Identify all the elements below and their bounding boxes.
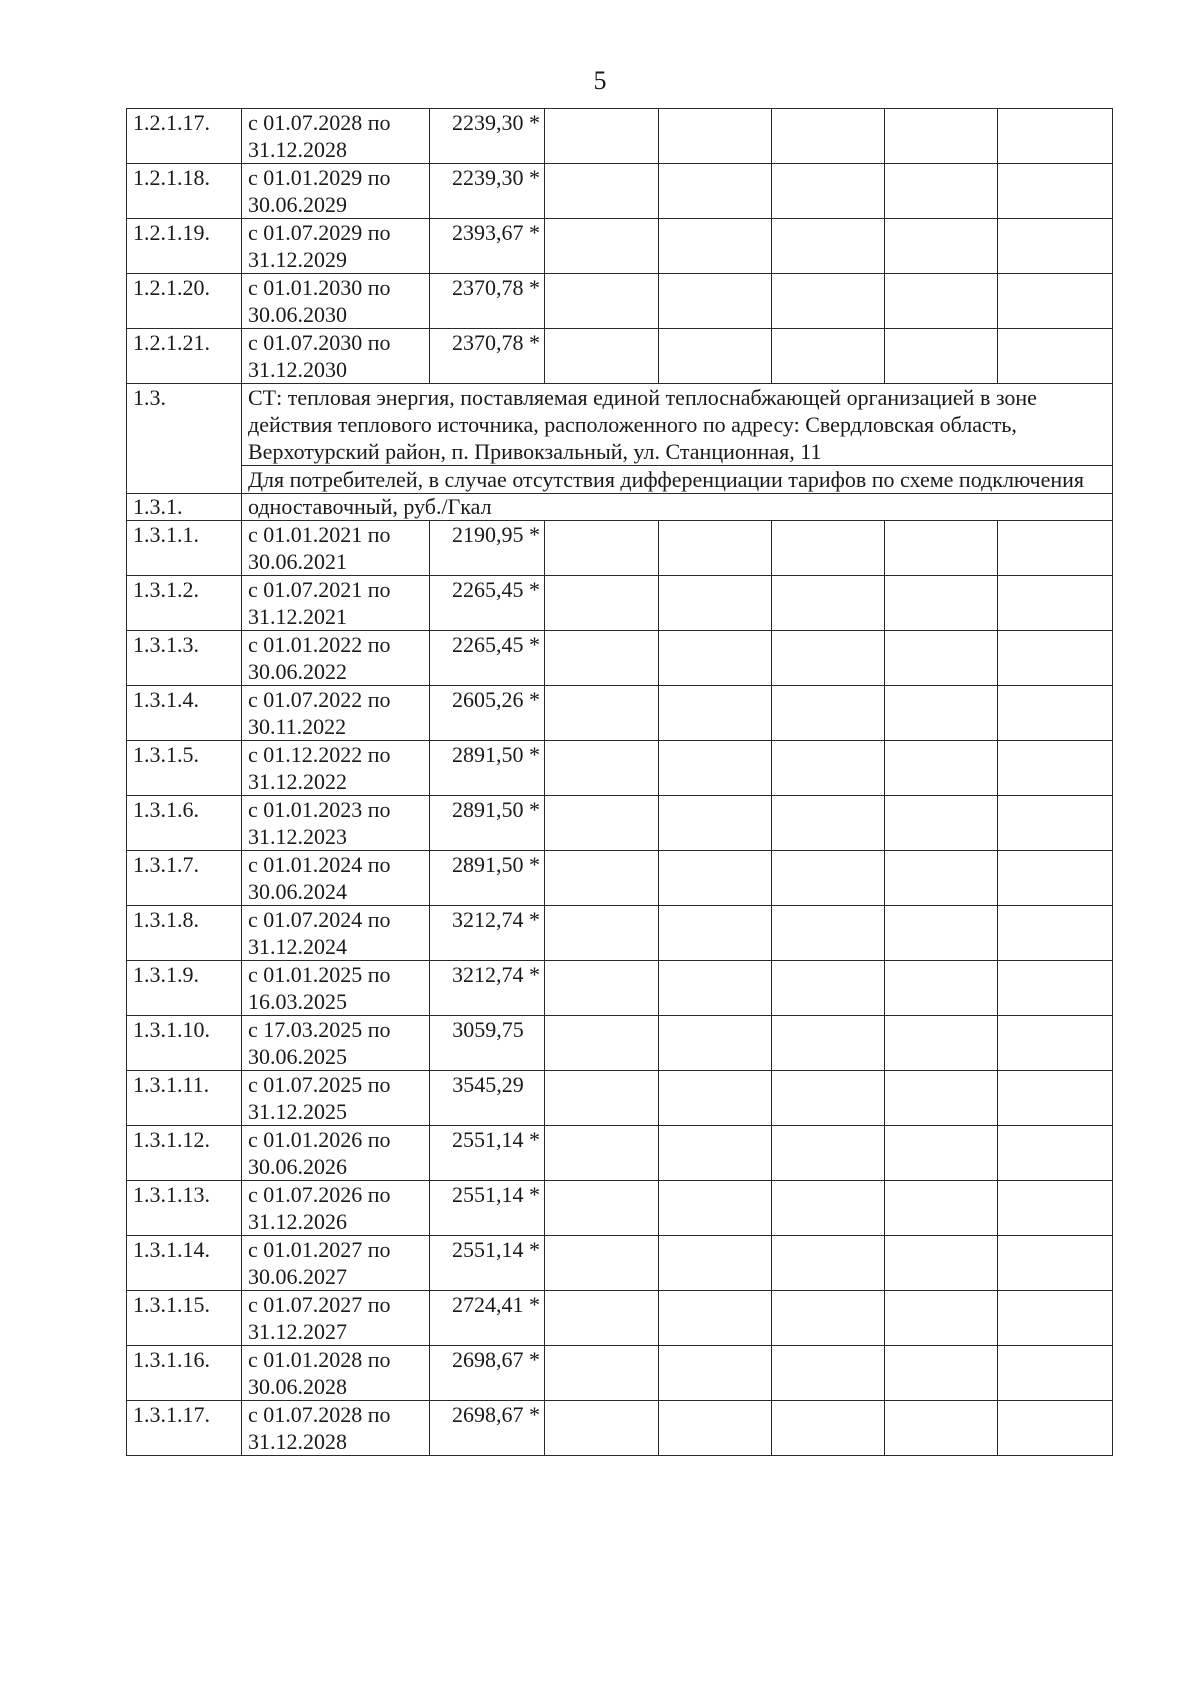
empty-cell [885, 576, 998, 631]
period-from: с 01.01.2029 по [248, 165, 391, 190]
empty-cell [998, 521, 1113, 576]
period-from: с 01.01.2027 по [248, 1237, 391, 1262]
empty-cell [885, 796, 998, 851]
period-from: с 01.07.2026 по [248, 1182, 391, 1207]
tariff-value: 2891,50 * [430, 851, 545, 906]
table-row [127, 329, 1113, 384]
period-to: 30.06.2030 [248, 302, 347, 327]
empty-cell [659, 961, 772, 1016]
empty-cell [998, 906, 1113, 961]
tariff-rows-top [127, 109, 1113, 384]
tariff-value: 2551,14 * [430, 1181, 545, 1236]
empty-cell [545, 1401, 659, 1456]
empty-cell [885, 961, 998, 1016]
consumers-note: Для потребителей, в случае отсутствия дифференциации тарифов по схеме подключения [242, 466, 1113, 494]
period-from: с 01.07.2022 по [248, 687, 391, 712]
empty-cell [772, 1016, 885, 1071]
tariff-value: 2698,67 * [430, 1401, 545, 1456]
row-number: 1.3.1.8. [127, 906, 242, 961]
period-to: 31.12.2029 [248, 247, 347, 272]
period-cell [242, 1016, 430, 1071]
empty-cell [998, 274, 1113, 329]
row-number: 1.3.1.4. [127, 686, 242, 741]
period-cell [242, 1071, 430, 1126]
tariff-value: 2891,50 * [430, 796, 545, 851]
tariff-value: 2724,41 * [430, 1291, 545, 1346]
empty-cell [545, 1016, 659, 1071]
table-row [127, 1401, 1113, 1456]
table-row [127, 631, 1113, 686]
table-row [127, 686, 1113, 741]
empty-cell [998, 1071, 1113, 1126]
row-number: 1.3.1.1. [127, 521, 242, 576]
empty-cell [885, 1346, 998, 1401]
period-cell [242, 109, 430, 164]
empty-cell [659, 851, 772, 906]
tariff-rows-bottom [127, 521, 1113, 1456]
empty-cell [659, 1346, 772, 1401]
table-row [127, 274, 1113, 329]
empty-cell [998, 686, 1113, 741]
empty-cell [885, 631, 998, 686]
period-cell [242, 1401, 430, 1456]
empty-cell [772, 906, 885, 961]
row-number: 1.3.1.9. [127, 961, 242, 1016]
period-cell [242, 631, 430, 686]
empty-cell [998, 1346, 1113, 1401]
empty-cell [885, 109, 998, 164]
period-cell [242, 906, 430, 961]
period-to: 30.06.2025 [248, 1044, 347, 1069]
empty-cell [659, 1126, 772, 1181]
empty-cell [545, 906, 659, 961]
period-from: с 01.07.2024 по [248, 907, 391, 932]
empty-cell [659, 274, 772, 329]
empty-cell [545, 796, 659, 851]
row-number: 1.3.1.3. [127, 631, 242, 686]
empty-cell [659, 109, 772, 164]
tariff-value: 3545,29 [430, 1071, 545, 1126]
empty-cell [659, 1071, 772, 1126]
empty-cell [545, 1236, 659, 1291]
table-row [127, 109, 1113, 164]
empty-cell [772, 329, 885, 384]
row-number: 1.3.1.5. [127, 741, 242, 796]
tariff-value: 3212,74 * [430, 906, 545, 961]
empty-cell [772, 631, 885, 686]
empty-cell [545, 219, 659, 274]
empty-cell [885, 1016, 998, 1071]
table-row [127, 576, 1113, 631]
period-cell [242, 686, 430, 741]
empty-cell [885, 1071, 998, 1126]
empty-cell [545, 851, 659, 906]
empty-cell [545, 1071, 659, 1126]
empty-cell [659, 796, 772, 851]
empty-cell [545, 164, 659, 219]
period-cell [242, 576, 430, 631]
tariff-value: 2551,14 * [430, 1236, 545, 1291]
row-number: 1.3.1.15. [127, 1291, 242, 1346]
empty-cell [659, 576, 772, 631]
period-to: 31.12.2023 [248, 824, 347, 849]
empty-cell [998, 219, 1113, 274]
period-from: с 01.07.2029 по [248, 220, 391, 245]
empty-cell [545, 329, 659, 384]
period-cell [242, 164, 430, 219]
table-row [127, 741, 1113, 796]
empty-cell [545, 961, 659, 1016]
empty-cell [772, 576, 885, 631]
empty-cell [545, 274, 659, 329]
table-row [127, 796, 1113, 851]
empty-cell [545, 1291, 659, 1346]
row-number: 1.3.1.10. [127, 1016, 242, 1071]
row-number: 1.3.1.11. [127, 1071, 242, 1126]
period-to: 31.12.2027 [248, 1319, 347, 1344]
period-from: с 01.01.2024 по [248, 852, 391, 877]
subsection-number: 1.3.1. [127, 494, 242, 521]
period-from: с 01.07.2027 по [248, 1292, 391, 1317]
empty-cell [659, 1016, 772, 1071]
subsection-row [127, 494, 1113, 521]
period-cell [242, 961, 430, 1016]
empty-cell [998, 1236, 1113, 1291]
period-cell [242, 851, 430, 906]
empty-cell [885, 741, 998, 796]
empty-cell [659, 686, 772, 741]
period-cell [242, 274, 430, 329]
empty-cell [998, 1181, 1113, 1236]
empty-cell [998, 329, 1113, 384]
empty-cell [772, 109, 885, 164]
empty-cell [545, 576, 659, 631]
empty-cell [998, 796, 1113, 851]
period-from: с 01.01.2025 по [248, 962, 391, 987]
period-from: с 01.01.2021 по [248, 522, 391, 547]
empty-cell [885, 686, 998, 741]
row-number: 1.3.1.7. [127, 851, 242, 906]
subsection-title: одноставочный, руб./Гкал [242, 494, 1113, 521]
empty-cell [659, 906, 772, 961]
tariff-value: 3059,75 [430, 1016, 545, 1071]
empty-cell [659, 1236, 772, 1291]
period-to: 30.06.2028 [248, 1374, 347, 1399]
empty-cell [998, 164, 1113, 219]
empty-cell [885, 164, 998, 219]
period-to: 31.12.2022 [248, 769, 347, 794]
empty-cell [998, 109, 1113, 164]
row-number: 1.3.1.13. [127, 1181, 242, 1236]
tariff-value: 2265,45 * [430, 576, 545, 631]
empty-cell [885, 1401, 998, 1456]
empty-cell [545, 109, 659, 164]
period-from: с 01.01.2028 по [248, 1347, 391, 1372]
period-cell [242, 1181, 430, 1236]
period-to: 30.06.2024 [248, 879, 347, 904]
period-from: с 01.07.2030 по [248, 330, 391, 355]
empty-cell [885, 906, 998, 961]
period-cell [242, 1236, 430, 1291]
empty-cell [772, 1071, 885, 1126]
period-cell [242, 521, 430, 576]
tariff-value: 2190,95 * [430, 521, 545, 576]
table-row [127, 1291, 1113, 1346]
tariff-value: 2698,67 * [430, 1346, 545, 1401]
period-to: 31.12.2024 [248, 934, 347, 959]
consumers-row [127, 466, 1113, 494]
empty-cell [885, 1181, 998, 1236]
empty-cell [885, 274, 998, 329]
empty-cell [772, 219, 885, 274]
period-to: 16.03.2025 [248, 989, 347, 1014]
period-from: с 01.07.2028 по [248, 1402, 391, 1427]
empty-cell [772, 741, 885, 796]
period-to: 30.06.2026 [248, 1154, 347, 1179]
empty-cell [772, 274, 885, 329]
period-to: 30.11.2022 [248, 714, 347, 739]
period-cell [242, 219, 430, 274]
empty-cell [772, 1291, 885, 1346]
period-cell [242, 329, 430, 384]
period-cell [242, 1126, 430, 1181]
row-number: 1.3.1.16. [127, 1346, 242, 1401]
empty-cell [772, 1236, 885, 1291]
period-from: с 01.01.2026 по [248, 1127, 391, 1152]
tariff-table [126, 108, 1113, 1456]
tariff-value: 2370,78 * [430, 274, 545, 329]
period-to: 30.06.2021 [248, 549, 347, 574]
section-number: 1.3. [127, 384, 242, 494]
row-number: 1.3.1.14. [127, 1236, 242, 1291]
row-number: 1.3.1.17. [127, 1401, 242, 1456]
period-from: с 01.01.2030 по [248, 275, 391, 300]
empty-cell [659, 219, 772, 274]
tariff-value: 2551,14 * [430, 1126, 545, 1181]
empty-cell [772, 961, 885, 1016]
empty-cell [885, 851, 998, 906]
tariff-value: 2393,67 * [430, 219, 545, 274]
empty-cell [998, 961, 1113, 1016]
row-number: 1.2.1.21. [127, 329, 242, 384]
empty-cell [545, 1181, 659, 1236]
period-to: 31.12.2028 [248, 1429, 347, 1454]
empty-cell [545, 1346, 659, 1401]
table-row [127, 219, 1113, 274]
table-row [127, 906, 1113, 961]
period-to: 31.12.2026 [248, 1209, 347, 1234]
empty-cell [998, 851, 1113, 906]
empty-cell [885, 1236, 998, 1291]
empty-cell [998, 631, 1113, 686]
empty-cell [772, 164, 885, 219]
period-from: с 01.01.2023 по [248, 797, 391, 822]
empty-cell [772, 686, 885, 741]
page-number: 5 [593, 66, 607, 95]
empty-cell [772, 851, 885, 906]
table-row [127, 521, 1113, 576]
empty-cell [998, 1401, 1113, 1456]
tariff-value: 2370,78 * [430, 329, 545, 384]
section-1-3 [127, 384, 1113, 521]
empty-cell [885, 219, 998, 274]
empty-cell [885, 1291, 998, 1346]
empty-cell [772, 521, 885, 576]
empty-cell [998, 741, 1113, 796]
period-cell [242, 796, 430, 851]
table-row [127, 1016, 1113, 1071]
empty-cell [659, 164, 772, 219]
tariff-value: 3212,74 * [430, 961, 545, 1016]
empty-cell [545, 686, 659, 741]
tariff-value: 2265,45 * [430, 631, 545, 686]
empty-cell [659, 741, 772, 796]
empty-cell [772, 1346, 885, 1401]
empty-cell [998, 576, 1113, 631]
table-row [127, 961, 1113, 1016]
row-number: 1.3.1.12. [127, 1126, 242, 1181]
empty-cell [659, 1181, 772, 1236]
empty-cell [885, 521, 998, 576]
period-cell [242, 1346, 430, 1401]
section-header-row [127, 384, 1113, 466]
period-cell [242, 741, 430, 796]
row-number: 1.2.1.20. [127, 274, 242, 329]
period-to: 31.12.2021 [248, 604, 347, 629]
empty-cell [885, 1126, 998, 1181]
period-to: 30.06.2022 [248, 659, 347, 684]
empty-cell [545, 631, 659, 686]
empty-cell [772, 1401, 885, 1456]
table-row [127, 1346, 1113, 1401]
tariff-value: 2239,30 * [430, 164, 545, 219]
table-row [127, 851, 1113, 906]
row-number: 1.3.1.6. [127, 796, 242, 851]
table-row [127, 1181, 1113, 1236]
empty-cell [772, 1126, 885, 1181]
period-cell [242, 1291, 430, 1346]
table-row [127, 1126, 1113, 1181]
empty-cell [998, 1016, 1113, 1071]
row-number: 1.3.1.2. [127, 576, 242, 631]
empty-cell [659, 1291, 772, 1346]
empty-cell [659, 1401, 772, 1456]
period-to: 31.12.2025 [248, 1099, 347, 1124]
period-from: с 01.12.2022 по [248, 742, 391, 767]
row-number: 1.2.1.19. [127, 219, 242, 274]
row-number: 1.2.1.17. [127, 109, 242, 164]
empty-cell [545, 741, 659, 796]
table-row [127, 1071, 1113, 1126]
period-from: с 17.03.2025 по [248, 1017, 391, 1042]
section-title: СТ: тепловая энергия, поставляемая единой теплоснабжающей организацией в зоне действия теплового источника, расположенного по адресу: Свердловская область, Верхотурский район, п. Привокзальный, ул. Станционная, 11 [242, 384, 1113, 466]
period-from: с 01.07.2025 по [248, 1072, 391, 1097]
empty-cell [885, 329, 998, 384]
period-to: 31.12.2028 [248, 137, 347, 162]
empty-cell [659, 521, 772, 576]
tariff-value: 2239,30 * [430, 109, 545, 164]
empty-cell [772, 1181, 885, 1236]
empty-cell [659, 329, 772, 384]
empty-cell [545, 521, 659, 576]
table-row [127, 1236, 1113, 1291]
empty-cell [545, 1126, 659, 1181]
empty-cell [659, 631, 772, 686]
row-number: 1.2.1.18. [127, 164, 242, 219]
period-from: с 01.01.2022 по [248, 632, 391, 657]
tariff-value: 2891,50 * [430, 741, 545, 796]
period-from: с 01.07.2028 по [248, 110, 391, 135]
tariff-value: 2605,26 * [430, 686, 545, 741]
empty-cell [998, 1126, 1113, 1181]
empty-cell [772, 796, 885, 851]
period-to: 30.06.2027 [248, 1264, 347, 1289]
empty-cell [998, 1291, 1113, 1346]
period-to: 30.06.2029 [248, 192, 347, 217]
period-from: с 01.07.2021 по [248, 577, 391, 602]
period-to: 31.12.2030 [248, 357, 347, 382]
table-row [127, 164, 1113, 219]
